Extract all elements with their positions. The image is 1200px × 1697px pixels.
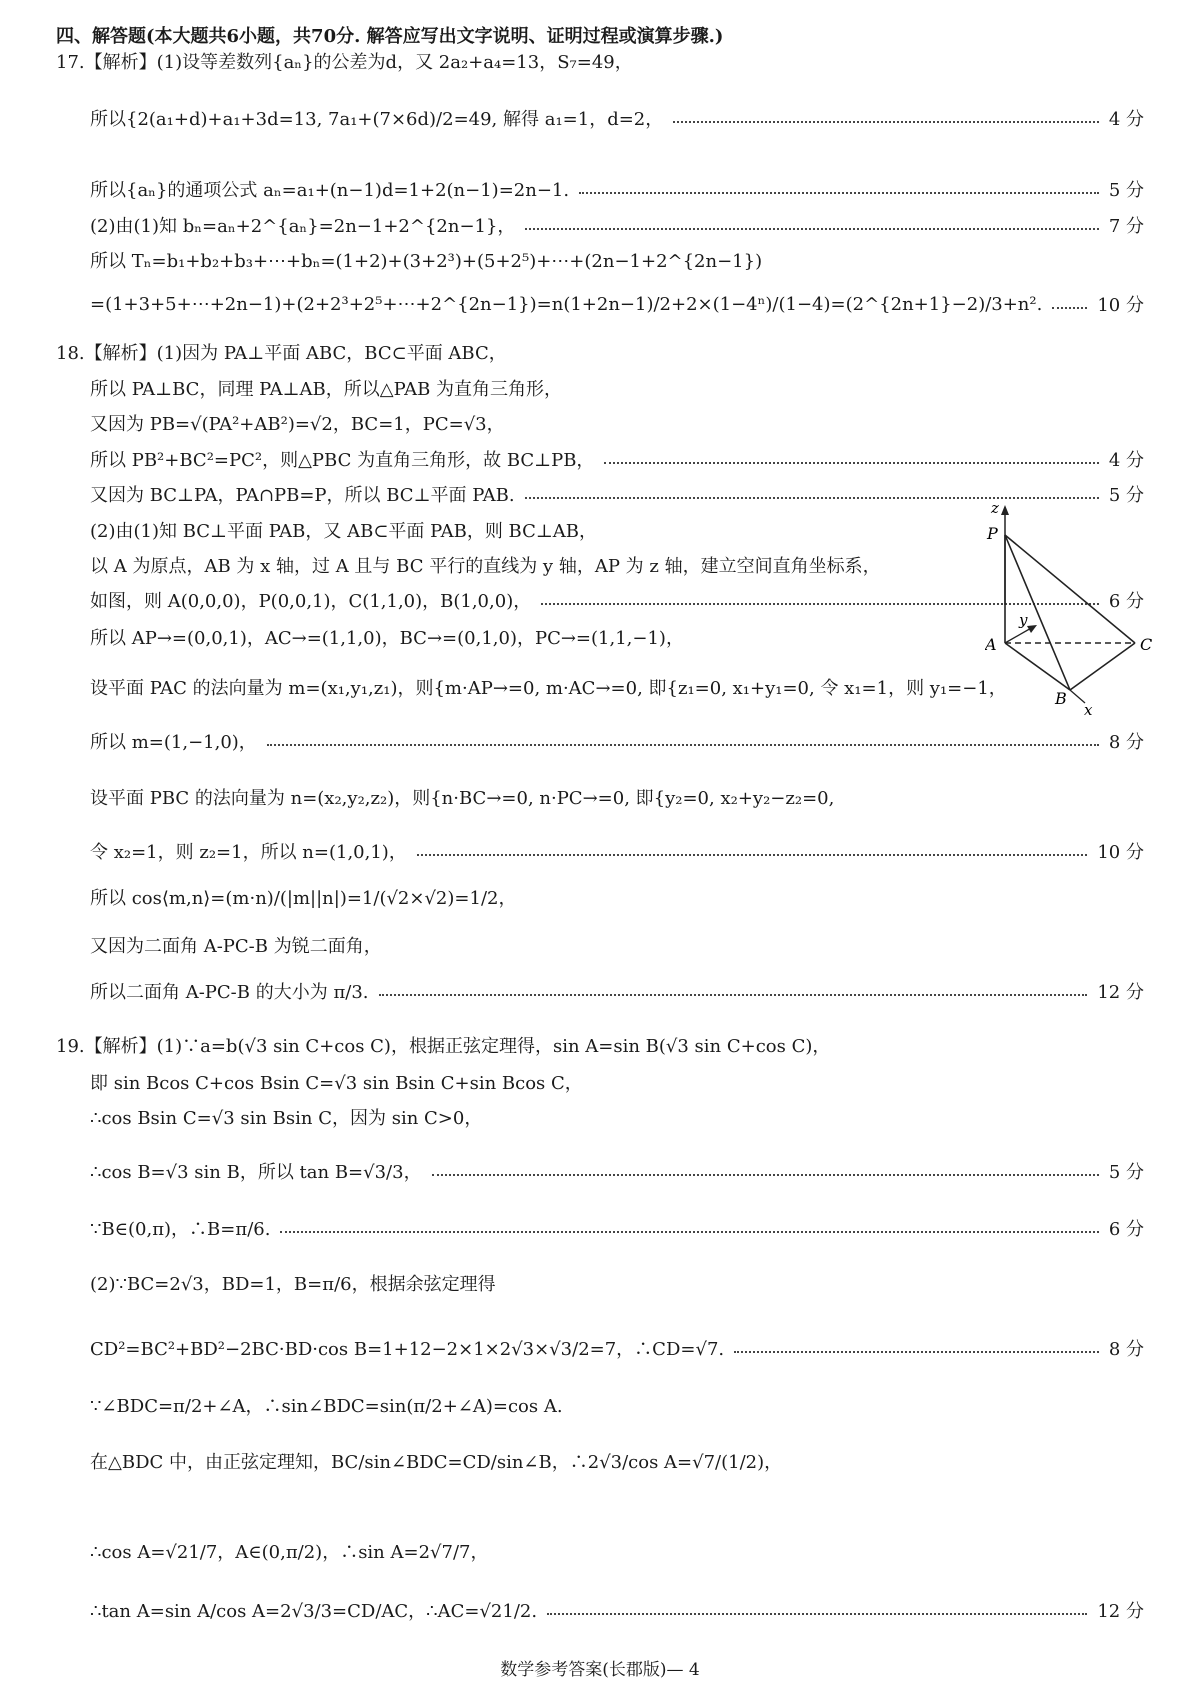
- score-label: 7 分: [1108, 216, 1144, 237]
- tetrahedron-figure: [985, 505, 1155, 715]
- solution-line: [90, 410, 1144, 436]
- line-text: 所以 Tₙ=b₁+b₂+b₃+⋯+bₙ=(1+2)+(3+2³)+(5+2⁵)+⋯+(2n−1+2^{2n−1}): [90, 251, 763, 272]
- label-a: A: [985, 635, 997, 654]
- leader-dots: [267, 744, 1099, 746]
- solution-line: [90, 1335, 1144, 1361]
- line-text: 设平面 PBC 的法向量为 n=(x₂,y₂,z₂)，则{n·BC→=0, n·PC→=0, 即{y₂=0, x₂+y₂−z₂=0,: [90, 788, 835, 809]
- solution-line: [90, 1158, 1144, 1184]
- leader-dots: [432, 1174, 1099, 1176]
- leader-dots: [525, 497, 1099, 499]
- solution-line: [90, 978, 1144, 1004]
- score-label: 6 分: [1108, 1219, 1144, 1240]
- score-label: 6 分: [1108, 591, 1144, 612]
- solution-line: [90, 1392, 1144, 1418]
- line-text: =(1+3+5+⋯+2n−1)+(2+2³+2⁵+⋯+2^{2n−1})=n(1+2n−1)/2+2×(1−4ⁿ)/(1−4)=(2^{2n+1}−2)/3+n².: [90, 293, 1043, 315]
- line-text: 所以 m=(1,−1,0)，: [90, 732, 257, 753]
- line-text: 令 x₂=1，则 z₂=1，所以 n=(1,0,1)，: [90, 842, 407, 863]
- line-text: 17.【解析】(1)设等差数列{aₙ}的公差为d，又 2a₂+a₄=13，S₇=49，: [56, 52, 633, 73]
- line-text: 即 sin Bcos C+cos Bsin C=√3 sin Bsin C+sin Bcos C，: [90, 1073, 583, 1094]
- line-text: 所以{2(a₁+d)+a₁+3d=13, 7a₁+(7×6d)/2=49, 解得 a₁=1，d=2，: [90, 109, 664, 130]
- line-text: ∴cos B=√3 sin B，所以 tan B=√3/3，: [90, 1162, 422, 1183]
- line-text: 所以 PB²+BC²=PC²，则△PBC 为直角三角形，故 BC⊥PB，: [90, 450, 595, 471]
- y-axis-arrow: [1005, 627, 1033, 643]
- score-label: 5 分: [1108, 1162, 1144, 1183]
- leader-dots: [673, 121, 1099, 123]
- line-text: 所以 cos⟨m,n⟩=(m·n)/(|m||n|)=1/(√2×√2)=1/2，: [90, 888, 517, 909]
- solution-line: [90, 105, 1144, 131]
- leader-dots: [1052, 307, 1087, 309]
- solution-line: [90, 1448, 1144, 1474]
- score-label: 5 分: [1108, 485, 1144, 506]
- line-text: ∵∠BDC=π/2+∠A，∴sin∠BDC=sin(π/2+∠A)=cos A.: [90, 1396, 563, 1417]
- label-x: x: [1084, 701, 1093, 715]
- line-text: 如图，则 A(0,0,0)，P(0,0,1)，C(1,1,0)，B(1,0,0)，: [90, 591, 532, 612]
- line-text: 所以{aₙ}的通项公式 aₙ=a₁+(n−1)d=1+2(n−1)=2n−1.: [90, 180, 570, 201]
- line-text: 所以二面角 A-PC-B 的大小为 π/3.: [90, 982, 369, 1003]
- solution-line: [90, 1270, 1144, 1296]
- line-text: 19.【解析】(1)∵a=b(√3 sin C+cos C)，根据正弦定理得，sin A=sin B(√3 sin C+cos C)，: [56, 1036, 831, 1057]
- solution-line: [90, 247, 1144, 273]
- solution-line: [90, 838, 1144, 864]
- line-text: 所以 AP→=(0,0,1)，AC→=(1,1,0)，BC→=(0,1,0)，PC→=(1,1,−1)，: [90, 628, 684, 649]
- score-label: 4 分: [1108, 109, 1144, 130]
- solution-line: [90, 1104, 1144, 1130]
- solution-line: [90, 932, 1144, 958]
- solution-line: [90, 1069, 1144, 1095]
- edge-bc: [1070, 643, 1135, 690]
- line-text: 18.【解析】(1)因为 PA⊥平面 ABC，BC⊂平面 ABC，: [56, 343, 507, 364]
- solution-line: [90, 176, 1144, 202]
- page-footer: 数学参考答案(长郡版)— 4: [500, 1660, 700, 1680]
- line-text: 以 A 为原点，AB 为 x 轴，过 A 且与 BC 平行的直线为 y 轴，AP 为 z 轴，建立空间直角坐标系，: [90, 556, 881, 577]
- line-text: 在△BDC 中，由正弦定理知，BC/sin∠BDC=CD/sin∠B，∴2√3/cos A=√7/(1/2)，: [90, 1452, 783, 1473]
- score-label: 10 分: [1097, 842, 1144, 863]
- score-label: 5 分: [1108, 180, 1144, 201]
- line-text: CD²=BC²+BD²−2BC·BD·cos B=1+12−2×1×2√3×√3/2=7，∴CD=√7.: [90, 1339, 725, 1360]
- label-p: P: [987, 524, 998, 543]
- solution-line: [56, 48, 1144, 74]
- solution-line: [90, 784, 1144, 810]
- leader-dots: [280, 1231, 1098, 1233]
- leader-dots: [379, 994, 1088, 996]
- line-text: 又因为二面角 A-PC-B 为锐二面角，: [90, 936, 382, 957]
- solution-line: [90, 291, 1144, 317]
- solution-line: [56, 339, 1144, 365]
- leader-dots: [579, 192, 1099, 194]
- line-text: 又因为 PB=√(PA²+AB²)=√2，BC=1，PC=√3，: [90, 414, 505, 435]
- line-text: (2)∵BC=2√3，BD=1，B=π/6，根据余弦定理得: [90, 1274, 496, 1295]
- line-text: ∴cos A=√21/7，A∈(0,π/2)，∴sin A=2√7/7，: [90, 1542, 489, 1563]
- line-text: ∵B∈(0,π)，∴B=π/6.: [90, 1219, 271, 1240]
- score-label: 4 分: [1108, 450, 1144, 471]
- leader-dots: [734, 1351, 1099, 1353]
- solution-line: [90, 481, 1144, 507]
- solution-line: [90, 728, 1144, 754]
- score-label: 12 分: [1097, 982, 1144, 1003]
- solution-line: [90, 446, 1144, 472]
- solution-line: [90, 1538, 1144, 1564]
- score-label: 8 分: [1108, 732, 1144, 753]
- score-label: 10 分: [1097, 295, 1144, 316]
- x-axis-extension: [1070, 690, 1085, 703]
- score-label: 12 分: [1097, 1601, 1144, 1622]
- solution-line: [90, 1597, 1144, 1623]
- label-y: y: [1019, 611, 1028, 629]
- leader-dots: [525, 228, 1098, 230]
- score-label: 8 分: [1108, 1339, 1144, 1360]
- label-b: B: [1055, 689, 1067, 708]
- label-z: z: [991, 505, 999, 517]
- line-text: (2)由(1)知 bₙ=aₙ+2^{aₙ}=2n−1+2^{2n−1}，: [90, 216, 516, 237]
- leader-dots: [417, 854, 1088, 856]
- line-text: ∴cos Bsin C=√3 sin Bsin C，因为 sin C>0，: [90, 1108, 483, 1129]
- line-text: ∴tan A=sin A/cos A=2√3/3=CD/AC，∴AC=√21/2.: [90, 1601, 538, 1622]
- leader-dots: [547, 1613, 1087, 1615]
- line-text: 又因为 BC⊥PA，PA∩PB=P，所以 BC⊥平面 PAB.: [90, 485, 515, 506]
- line-text: 设平面 PAC 的法向量为 m=(x₁,y₁,z₁)，则{m·AP→=0, m·AC→=0, 即{z₁=0, x₁+y₁=0, 令 x₁=1，则 y₁=−1，: [90, 678, 1007, 699]
- section-title: 四、解答题(本大题共6小题，共70分. 解答应写出文字说明、证明过程或演算步骤.): [56, 26, 724, 47]
- solution-line: [90, 1215, 1144, 1241]
- line-text: 所以 PA⊥BC，同理 PA⊥AB，所以△PAB 为直角三角形，: [90, 379, 563, 400]
- solution-line: [90, 212, 1144, 238]
- label-c: C: [1140, 635, 1153, 654]
- solution-line: [90, 375, 1144, 401]
- line-text: (2)由(1)知 BC⊥平面 PAB，又 AB⊂平面 PAB，则 BC⊥AB，: [90, 521, 598, 542]
- leader-dots: [604, 462, 1098, 464]
- solution-line: [90, 884, 1144, 910]
- solution-line: [56, 1032, 1144, 1058]
